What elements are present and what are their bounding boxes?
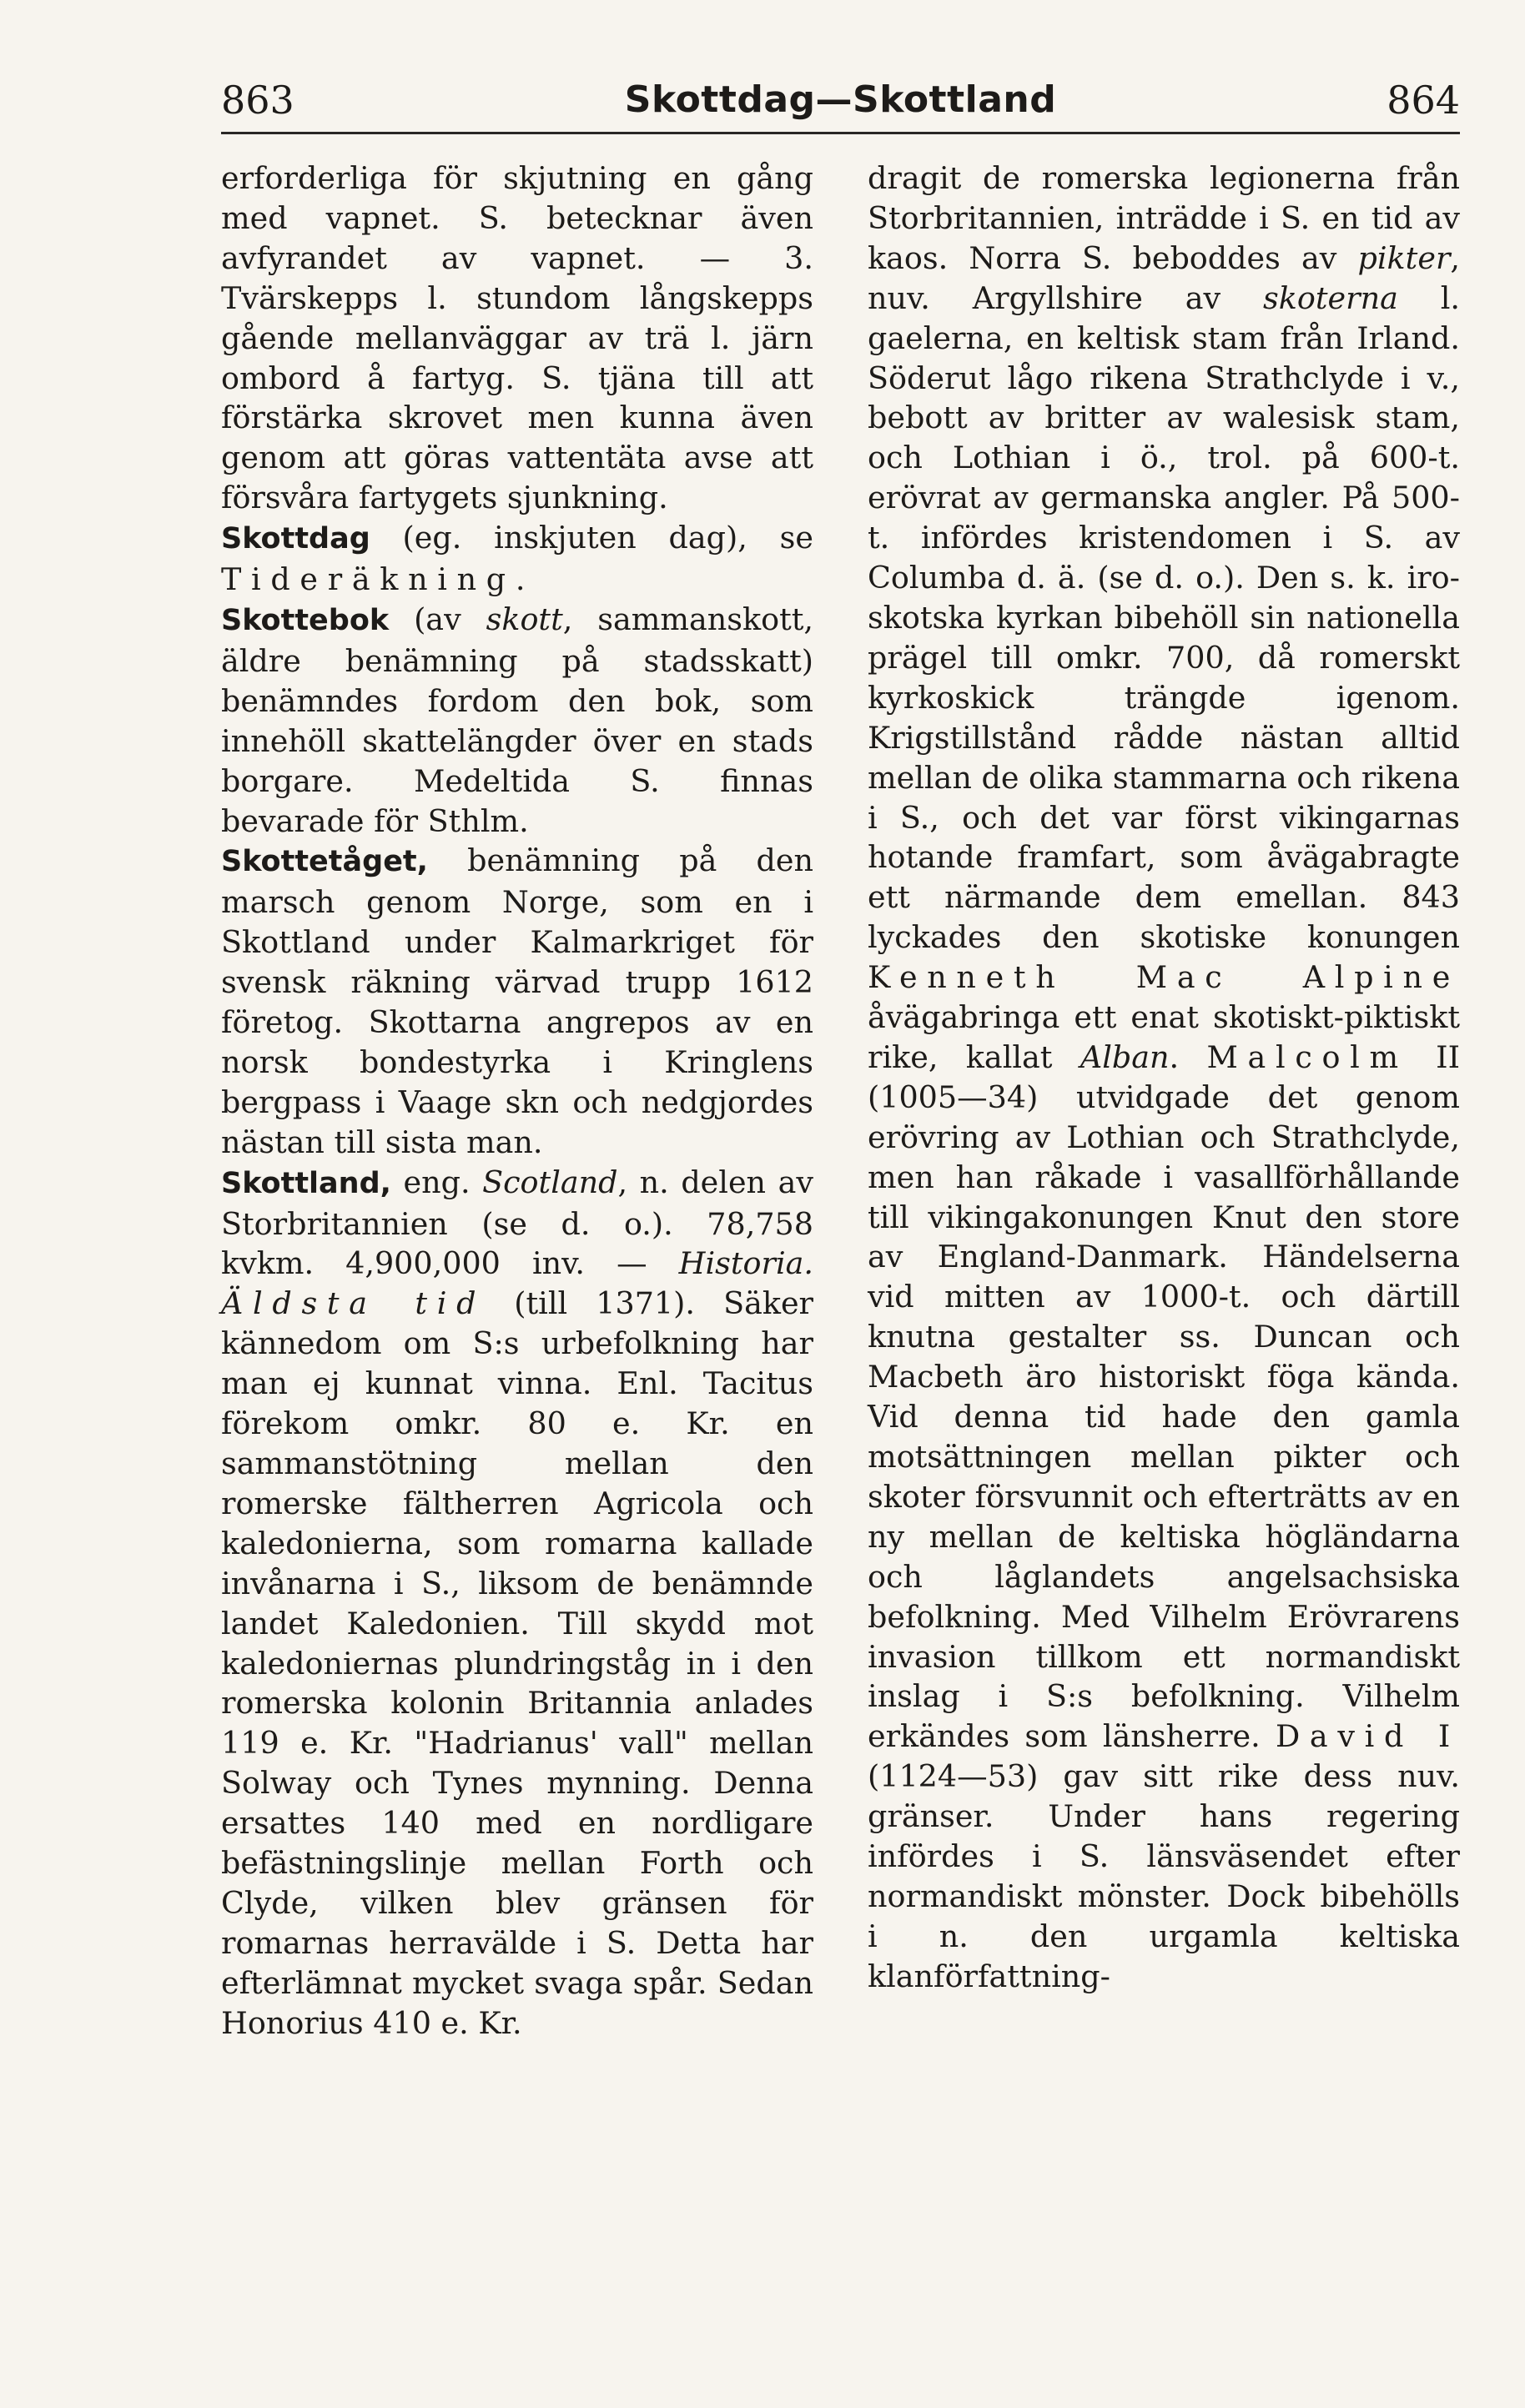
left-column — [221, 158, 813, 2044]
person-david: David I — [1275, 1718, 1460, 1755]
headword-skottland: Skottland, — [221, 1166, 391, 1200]
subsection-heading: Äldsta tid — [221, 1285, 486, 1322]
right-column — [868, 158, 1460, 1997]
cross-reference: Tideräkning — [221, 561, 516, 598]
page-number-left: 863 — [221, 78, 294, 123]
continued-entry-text: erforderliga för skjutning en gång med vapnet. S. betecknar även avfyrandet av vapnet. — 3. Tvärskepps l. stundom långskepps gående mellanväggar av trä l. järn ombord å fartyg. S. tjäna till att förstärka skrovet men kunna även genom att göras vattentäta avse att försvåra fartygets sjunkning. — [221, 160, 813, 516]
header-rule — [221, 132, 1460, 134]
page-header — [221, 75, 1460, 125]
headword-skottetaget: Skottetåget, — [221, 845, 428, 879]
headword-skottebok: Skottebok — [221, 603, 390, 637]
term-alban: Alban — [1080, 1038, 1170, 1075]
headword-skottdag: Skottdag — [221, 522, 370, 556]
term-skoterna: skoterna — [1263, 279, 1398, 316]
section-heading-historia: Historia. — [678, 1245, 813, 1282]
person-kenneth: Kenneth Mac Alpine — [868, 959, 1460, 996]
entry-skottland-continued: dragit de romerska legionerna från Storbritannien, inträdde i S. en tid av kaos. Norra S. beboddes av pikter, nuv. Argyllshire av skoterna l. gaelerna, en keltisk stam från Irland. Söderut lågo rikena Strathclyde i v., bebott av britter av walesisk stam, och Lothian i ö., trol. på 600-t. erövrat av germanska angler. På 500-t. infördes kristendomen i S. av Columba d. ä. (se d. o.). Den s. k. iro-skotska kyrkan bibehöll sin nationella prägel till omkr. 700, då romerskt kyrkoskick trängde igenom. Krigstillstånd rådde nästan alltid mellan de olika stammarna och rikena i S., och det var först vikingarnas hotande framfart, som åvägabragte ett närmande dem emellan. 843 lyckades den skotiske konungen Kenneth Mac Alpine åvägabringa ett enat skotiskt-piktiskt rike, kallat Alban. Malcolm II (1005—34) utvidgade det genom erövring av Lothian och Strathclyde, men han råkade i vasallförhållande till vikingakonungen Knut den store av England-Danmark. Händelserna vid mitten av 1000-t. och därtill knutna gestalter ss. Duncan och Macbeth äro historiskt föga kända. Vid denna tid hade den gamla motsättningen mellan pikter och skoter försvunnit och efterträtts av en ny mellan de keltiska högländarna och låglandets angelsachsiska befolkning. Med Vilhelm Erövrarens invasion tillkom ett normandiskt inslag i S:s befolkning. Vilhelm erkändes som länsherre. David I (1124—53) gav sitt rike dess nuv. gränser. Under hans regering infördes i S. länsväsendet efter normandiskt mönster. Dock bibehölls i n. den urgamla keltiska klanförfattning- — [868, 160, 1460, 1994]
entry-skottebok: Skottebok (av skott, sammanskott, äldre benämning på stadsskatt) benämndes fordom den bok, som innehöll skattelängder över en stads borgare. Medeltida S. finnas bevarade för Sthlm. — [221, 601, 814, 839]
entry-skottdag: Skottdag (eg. inskjuten dag), se Tideräkning. — [221, 520, 813, 598]
running-title: Skottdag—Skottland — [624, 78, 1057, 121]
entry-skottland: Skottland, eng. Scotland, n. delen av Storbritannien (se d. o.). 78,758 kvkm. 4,900,000 inv. — Historia. Äldsta tid (till 1371). Säker kännedom om S:s urbefolkning har man ej kunnat vinna. Enl. Tacitus förekom omkr. 80 e. Kr. en sammanstötning mellan den romerske fältherren Agricola och kaledonierna, som romarna kallade invånarna i S., liksom de benämnde landet Kaledonien. Till skydd mot kaledoniernas plundringståg in i den romerska kolonin Britannia anlades 119 e. Kr. "Hadrianus' vall" mellan Solway och Tynes mynning. Denna ersattes 140 med en nordligare befästningslinje mellan Forth och Clyde, vilken blev gränsen för romarnas herravälde i S. Detta har efterlämnat mycket svaga spår. Sedan Honorius 410 e. Kr. — [221, 1164, 813, 2041]
person-malcolm: Malcolm — [1206, 1038, 1408, 1075]
page-number-right: 864 — [1387, 78, 1460, 123]
english-name: Scotland — [482, 1164, 618, 1200]
term-italic: skott — [486, 601, 563, 637]
entry-skottetaget: Skottetåget, benämning på den marsch genom Norge, som en i Skottland under Kalmarkriget för svensk räkning värvad trupp 1612 företog. Skottarna angrepos av en norsk bondestyrka i Kringlens bergpass i Vaage skn och nedgjordes nästan till sista man. — [221, 842, 813, 1160]
term-pikter: pikter — [1357, 239, 1451, 276]
